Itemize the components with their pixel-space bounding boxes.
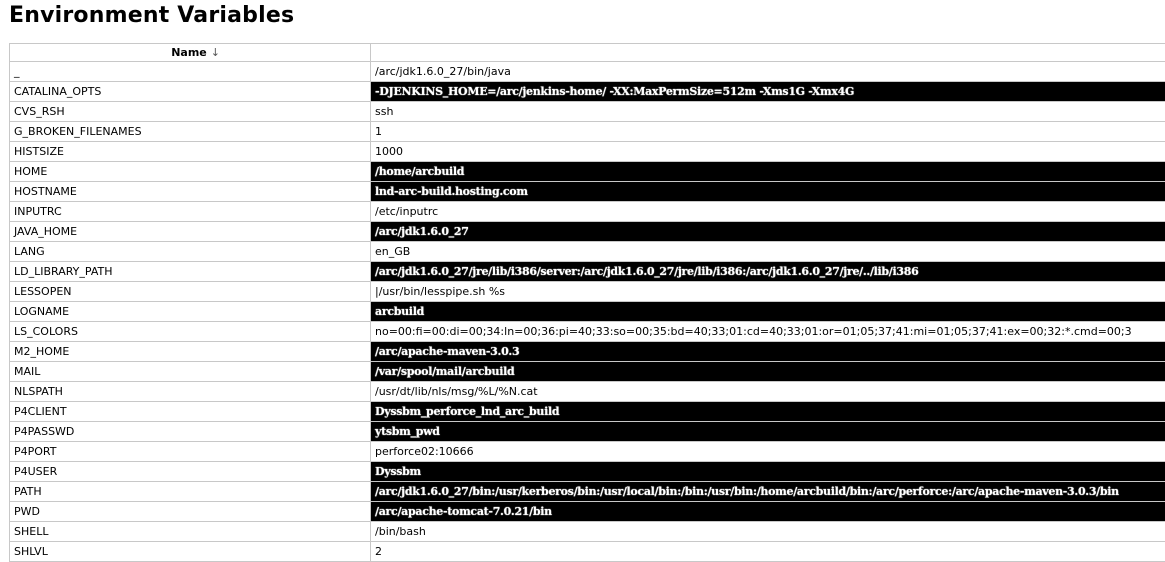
table-header-row	[10, 44, 1165, 62]
variable-value-cell-redacted: lnd-arc-build.hosting.com	[371, 182, 1165, 202]
variable-value-cell-redacted: /home/arcbuild	[371, 162, 1165, 182]
value-column-header[interactable]	[371, 44, 1165, 62]
variable-value-cell: perforce02:10666	[371, 442, 1165, 462]
table-row	[10, 342, 1165, 362]
variable-name-cell: LANG	[10, 242, 371, 262]
variable-name-cell: HOME	[10, 162, 371, 182]
variable-value-cell-redacted: /arc/apache-maven-3.0.3	[371, 342, 1165, 362]
variable-value-cell: /bin/bash	[371, 522, 1165, 542]
table-row	[10, 242, 1165, 262]
table-body	[10, 62, 1165, 562]
table-row	[10, 422, 1165, 442]
page-title: Environment Variables	[9, 3, 294, 28]
variable-name-cell: LD_LIBRARY_PATH	[10, 262, 371, 282]
variable-value-cell-redacted: Dyssbm_perforce_lnd_arc_build	[371, 402, 1165, 422]
variable-name-cell: INPUTRC	[10, 202, 371, 222]
table-row	[10, 82, 1165, 102]
variable-value-cell-redacted: Dyssbm	[371, 462, 1165, 482]
variable-name-cell: LS_COLORS	[10, 322, 371, 342]
table-row	[10, 482, 1165, 502]
variable-value-cell-redacted: /arc/jdk1.6.0_27/jre/lib/i386/server:/arc/jdk1.6.0_27/jre/lib/i386:/arc/jdk1.6.0_27/jre/../lib/i386	[371, 262, 1165, 282]
table-row	[10, 462, 1165, 482]
variable-value-cell: /usr/dt/lib/nls/msg/%L/%N.cat	[371, 382, 1165, 402]
variable-name-cell: HISTSIZE	[10, 142, 371, 162]
variable-value-cell-redacted: /arc/apache-tomcat-7.0.21/bin	[371, 502, 1165, 522]
table-row	[10, 202, 1165, 222]
variable-name-cell: _	[10, 62, 371, 82]
table-row	[10, 182, 1165, 202]
variable-name-cell: LOGNAME	[10, 302, 371, 322]
variable-value-cell-redacted: /arc/jdk1.6.0_27	[371, 222, 1165, 242]
table-row	[10, 162, 1165, 182]
variable-name-cell: NLSPATH	[10, 382, 371, 402]
table-row	[10, 262, 1165, 282]
variable-name-cell: PATH	[10, 482, 371, 502]
variable-value-cell: en_GB	[371, 242, 1165, 262]
variable-value-cell: 1	[371, 122, 1165, 142]
variable-name-cell: P4PORT	[10, 442, 371, 462]
variable-value-cell-redacted: ytsbm_pwd	[371, 422, 1165, 442]
variable-value-cell: 2	[371, 542, 1165, 562]
variable-name-cell: CATALINA_OPTS	[10, 82, 371, 102]
table-row	[10, 102, 1165, 122]
table-row	[10, 122, 1165, 142]
variable-name-cell: SHELL	[10, 522, 371, 542]
table-row	[10, 442, 1165, 462]
table-row	[10, 302, 1165, 322]
variable-value-cell: |/usr/bin/lesspipe.sh %s	[371, 282, 1165, 302]
variable-name-cell: SHLVL	[10, 542, 371, 562]
variable-name-cell: P4CLIENT	[10, 402, 371, 422]
variable-value-cell: no=00:fi=00:di=00;34:ln=00;36:pi=40;33:so=00;35:bd=40;33;01:cd=40;33;01:or=01;05;37;41:mi=01;05;37;41:ex=00;32:*.cmd=00;3	[371, 322, 1165, 342]
variable-value-cell: /arc/jdk1.6.0_27/bin/java	[371, 62, 1165, 82]
sort-descending-icon: ↓	[211, 46, 220, 59]
variable-value-cell-redacted: /var/spool/mail/arcbuild	[371, 362, 1165, 382]
variable-name-cell: LESSOPEN	[10, 282, 371, 302]
table-row	[10, 282, 1165, 302]
table-row	[10, 502, 1165, 522]
variable-value-cell-redacted: -DJENKINS_HOME=/arc/jenkins-home/ -XX:MaxPermSize=512m -Xms1G -Xmx4G	[371, 82, 1165, 102]
variable-name-cell: CVS_RSH	[10, 102, 371, 122]
name-column-header[interactable]	[10, 44, 371, 62]
name-column-label: Name	[171, 46, 207, 59]
table-row	[10, 322, 1165, 342]
variable-name-cell: P4PASSWD	[10, 422, 371, 442]
table-row	[10, 382, 1165, 402]
variable-name-cell: PWD	[10, 502, 371, 522]
variable-value-cell: /etc/inputrc	[371, 202, 1165, 222]
variable-value-cell-redacted: /arc/jdk1.6.0_27/bin:/usr/kerberos/bin:/usr/local/bin:/bin:/usr/bin:/home/arcbuild/bin:/arc/perforce:/arc/apache-maven-3.0.3/bin	[371, 482, 1165, 502]
variable-name-cell: P4USER	[10, 462, 371, 482]
variable-value-cell: 1000	[371, 142, 1165, 162]
table-row	[10, 142, 1165, 162]
table-row	[10, 222, 1165, 242]
variable-name-cell: M2_HOME	[10, 342, 371, 362]
variable-name-cell: MAIL	[10, 362, 371, 382]
table-row	[10, 362, 1165, 382]
table-row	[10, 62, 1165, 82]
variable-value-cell-redacted: arcbuild	[371, 302, 1165, 322]
table-row	[10, 402, 1165, 422]
variable-name-cell: G_BROKEN_FILENAMES	[10, 122, 371, 142]
variable-value-cell: ssh	[371, 102, 1165, 122]
env-vars-table	[9, 43, 1165, 562]
variable-name-cell: JAVA_HOME	[10, 222, 371, 242]
variable-name-cell: HOSTNAME	[10, 182, 371, 202]
table-row	[10, 522, 1165, 542]
table-row	[10, 542, 1165, 562]
